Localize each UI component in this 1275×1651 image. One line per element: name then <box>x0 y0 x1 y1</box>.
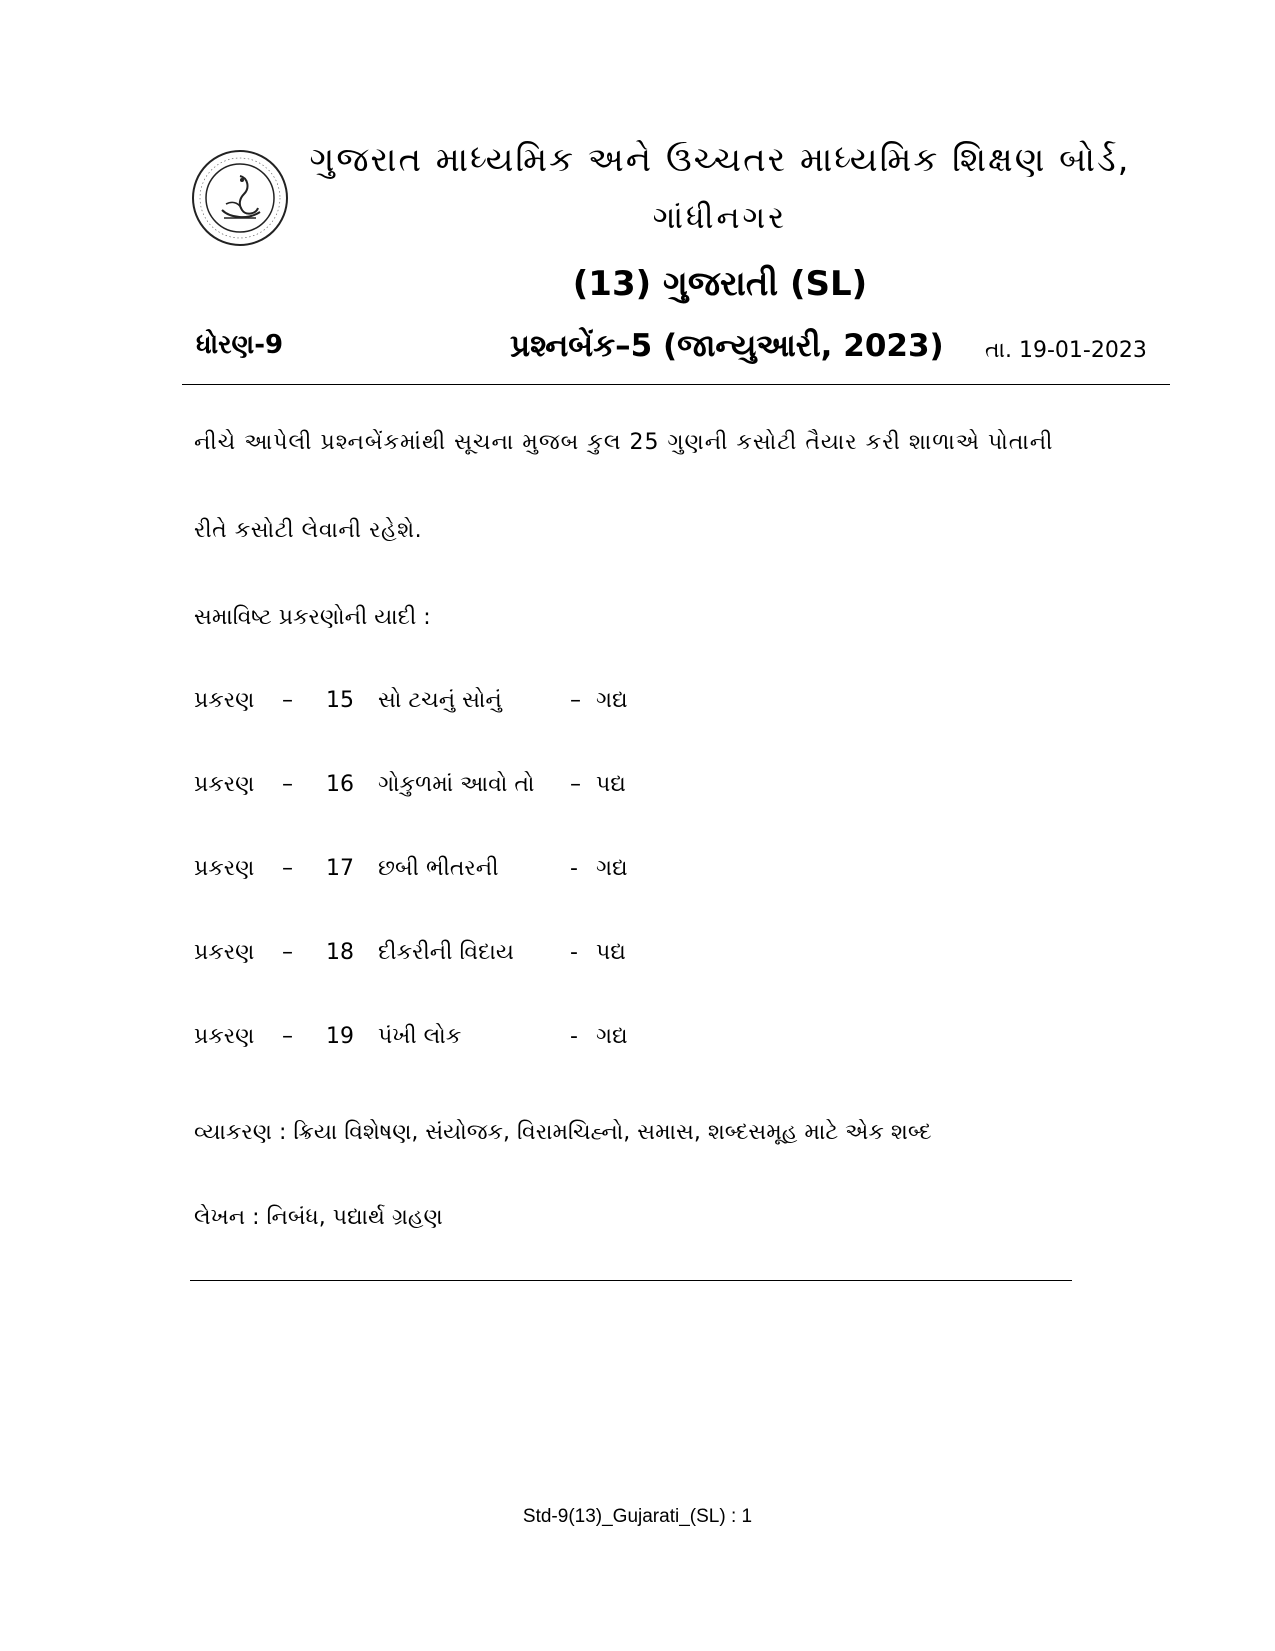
question-bank-title: પ્રશ્નબેંક–5 (જાન્યુઆરી, 2023) <box>510 328 944 364</box>
chapter-dash: – <box>282 1024 293 1049</box>
chapter-title: છબી ભીતરની <box>378 856 499 881</box>
board-name: ગુજરાત માધ્યમિક અને ઉચ્ચતર માધ્યમિક શિક્ષણ બોર્ડ, <box>309 140 1131 180</box>
chapter-title: પંખી લોક <box>378 1024 462 1049</box>
subject-title: (13) ગુજરાતી (SL) <box>572 264 868 304</box>
page-footer: Std-9(13)_Gujarati_(SL) : 1 <box>522 1506 753 1527</box>
chapter-word: પ્રકરણ <box>194 772 255 797</box>
chapter-dash: – <box>282 940 293 965</box>
chapter-separator: – <box>570 688 581 713</box>
topics-heading: સમાવિષ્ટ પ્રકરણોની યાદી : <box>194 605 431 630</box>
chapter-separator: – <box>570 772 581 797</box>
content-divider <box>190 1280 1072 1281</box>
instruction-line-1: નીચે આપેલી પ્રશ્નબેંકમાંથી સૂચના મુજબ કુલ 25 ગુણની કસોટી તૈયાર કરી શાળાએ પોતાની <box>194 430 1054 455</box>
chapter-number: 17 <box>326 856 354 881</box>
chapter-type: પદ્ય <box>596 940 626 965</box>
chapter-type: ગદ્ય <box>596 688 628 713</box>
chapter-title: ગોકુળમાં આવો તો <box>378 772 535 797</box>
chapter-type: પદ્ય <box>596 772 626 797</box>
chapter-number: 19 <box>326 1024 354 1049</box>
chapter-word: પ્રકરણ <box>194 940 255 965</box>
chapter-title: સો ટચનું સોનું <box>378 688 502 713</box>
board-city: ગાંધીનગર <box>652 200 788 236</box>
chapter-type: ગદ્ય <box>596 856 628 881</box>
chapter-dash: – <box>282 856 293 881</box>
date-label: તા. 19-01-2023 <box>985 338 1147 363</box>
chapter-title: દીકરીની વિદાય <box>378 940 514 965</box>
chapter-separator: - <box>570 856 578 881</box>
chapter-word: પ્રકરણ <box>194 688 255 713</box>
chapter-dash: – <box>282 688 293 713</box>
chapter-word: પ્રકરણ <box>194 1024 255 1049</box>
chapter-dash: – <box>282 772 293 797</box>
standard-label: ધોરણ-9 <box>196 330 284 360</box>
chapter-separator: - <box>570 1024 578 1049</box>
chapter-number: 18 <box>326 940 354 965</box>
chapter-separator: - <box>570 940 578 965</box>
instruction-line-2: રીતે કસોટી લેવાની રહેશે. <box>194 518 423 543</box>
chapter-type: ગદ્ય <box>596 1024 628 1049</box>
chapter-word: પ્રકરણ <box>194 856 255 881</box>
chapter-number: 15 <box>326 688 354 713</box>
grammar-topics: વ્યાકરણ : ક્રિયા વિશેષણ, સંયોજક, વિરામચિહ્નો, સમાસ, શબ્દસમૂહ માટે એક શબ્દ <box>194 1120 932 1145</box>
header-divider <box>182 384 1170 385</box>
chapter-number: 16 <box>326 772 354 797</box>
board-seal-logo <box>190 148 290 248</box>
writing-topics: લેખન : નિબંધ, પદ્યાર્થ ગ્રહણ <box>194 1205 443 1230</box>
